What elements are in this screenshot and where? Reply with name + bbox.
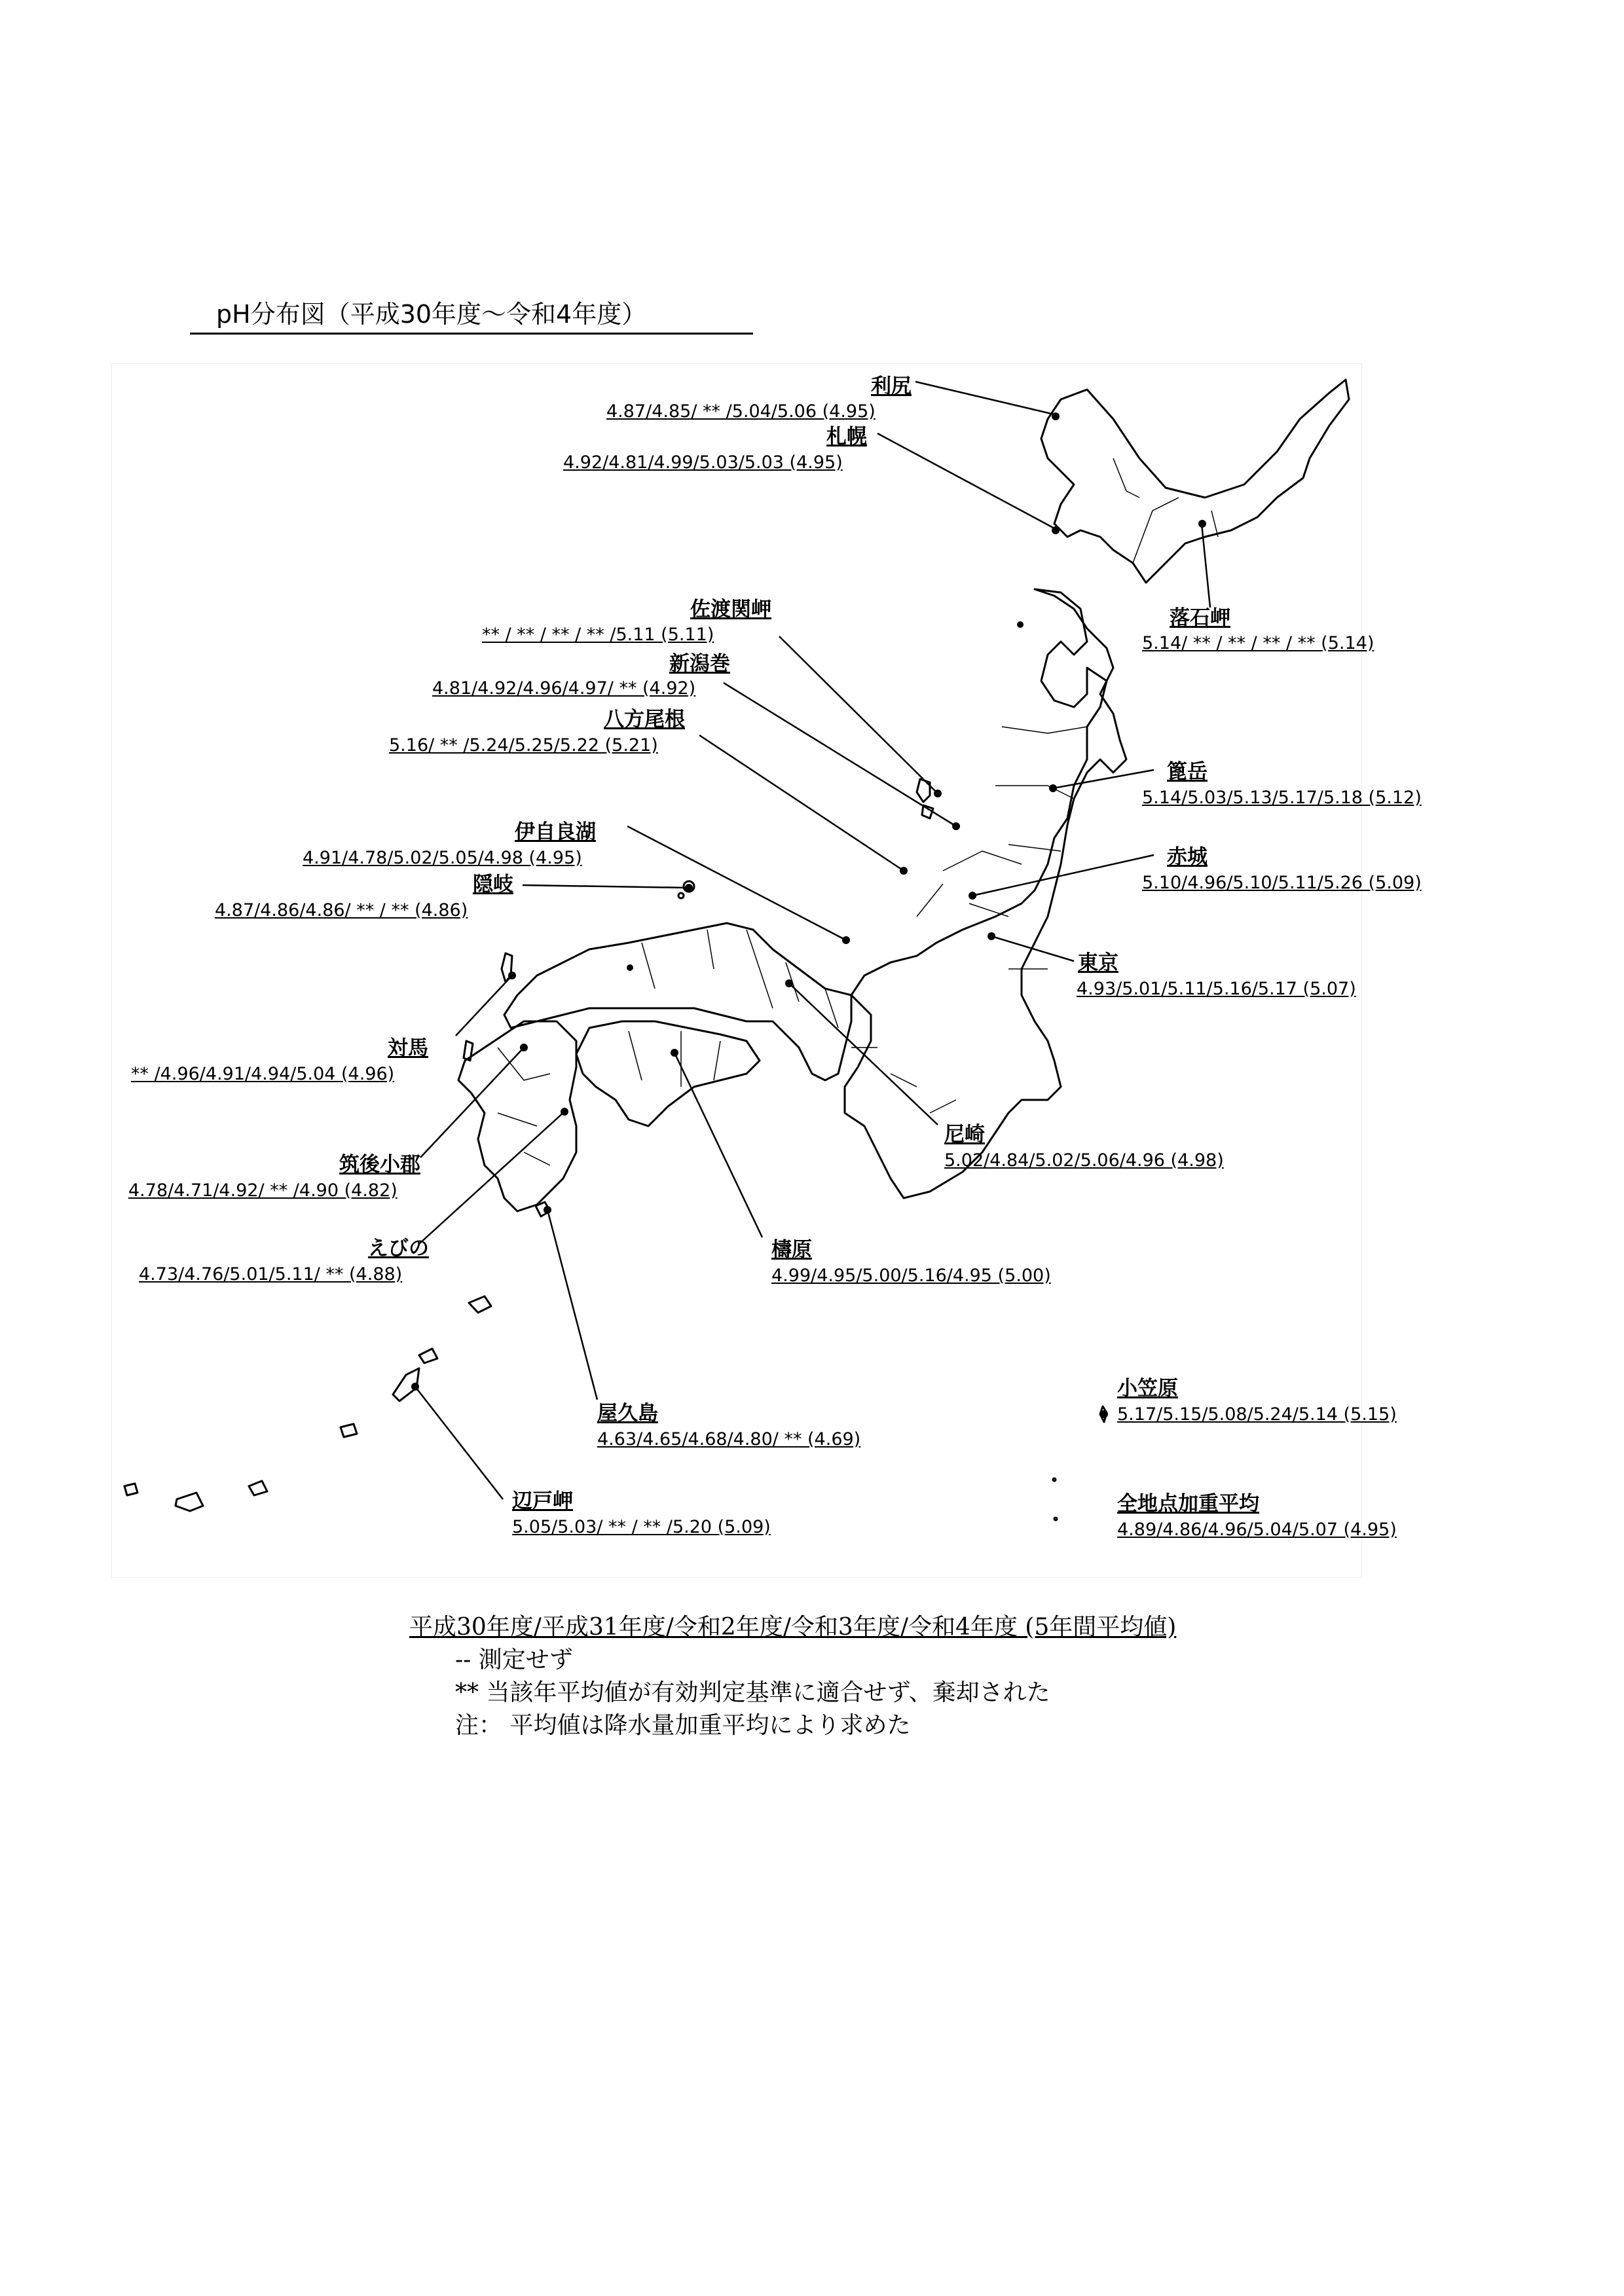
leader-tokyo <box>991 936 1074 961</box>
marker-amagasaki <box>785 979 793 987</box>
marker-tokyo <box>987 932 995 940</box>
site-name-sapporo: 札幌 <box>826 425 867 448</box>
site-name-all-average: 全地点加重平均 <box>1117 1492 1259 1516</box>
page-title: pH分布図（平成30年度～令和4年度） <box>190 296 753 335</box>
site-values-yakushima: 4.63/4.65/4.68/4.80/ ** (4.69) <box>597 1429 861 1449</box>
site-values-ogasawara: 5.17/5.15/5.08/5.24/5.14 (5.15) <box>1117 1404 1397 1425</box>
leader-akagi <box>972 855 1154 896</box>
leader-happo <box>699 735 904 871</box>
oki-island-2 <box>678 893 684 898</box>
marker-tsushima <box>508 972 516 979</box>
legend-note-not-measured: -- 測定せず <box>455 1647 573 1673</box>
site-name-yakushima: 屋久島 <box>597 1402 658 1425</box>
site-values-akagi: 5.10/4.96/5.10/5.11/5.26 (5.09) <box>1142 873 1422 893</box>
marker-extra-1 <box>627 964 633 971</box>
marker-yakushima <box>544 1206 551 1214</box>
site-values-tsushima: ** /4.96/4.91/4.94/5.04 (4.96) <box>131 1064 395 1084</box>
site-values-yusuhara: 4.99/4.95/5.00/5.16/4.95 (5.00) <box>771 1266 1051 1286</box>
leader-niigata <box>724 683 956 826</box>
hokkaido-outline <box>1041 380 1349 583</box>
leader-amagasaki <box>789 983 938 1125</box>
marker-chikugo <box>520 1044 528 1051</box>
leader-oki <box>523 885 689 888</box>
site-name-niigata: 新潟巻 <box>669 652 730 676</box>
leader-ebino <box>419 1112 564 1244</box>
site-name-ebino: えびの <box>368 1237 429 1260</box>
shikoku-outline <box>576 1021 760 1126</box>
marker-ogasawara <box>1100 1410 1108 1418</box>
marker-extra-2 <box>1017 621 1024 628</box>
marker-rishiri <box>1052 412 1060 420</box>
sakishima-islands <box>124 1424 357 1511</box>
leader-hedo <box>415 1387 503 1499</box>
minor-island-2 <box>1054 1518 1057 1520</box>
site-values-all-average: 4.89/4.86/4.96/5.04/5.07 (4.95) <box>1117 1520 1397 1540</box>
marker-tappi <box>1049 784 1057 792</box>
leader-chikugo <box>420 1048 524 1157</box>
leader-tsushima <box>456 975 512 1036</box>
site-name-yusuhara: 檮原 <box>771 1238 812 1262</box>
leader-tappi <box>1053 770 1154 788</box>
marker-hedo <box>411 1383 419 1391</box>
site-name-ochiishi: 落石岬 <box>1170 606 1230 630</box>
prefecture-lines-north <box>917 727 1087 969</box>
amami-islands <box>419 1296 491 1363</box>
leader-ijira <box>627 826 846 940</box>
site-values-ijira: 4.91/4.78/5.02/5.05/4.98 (4.95) <box>303 848 582 868</box>
site-values-niigata: 4.81/4.92/4.96/4.97/ ** (4.92) <box>432 678 696 699</box>
site-name-hedo: 辺戸岬 <box>512 1489 573 1513</box>
minor-island <box>1053 1478 1056 1481</box>
site-name-akagi: 赤城 <box>1167 845 1208 869</box>
marker-ebino <box>561 1108 568 1116</box>
marker-ijira <box>842 936 850 944</box>
site-name-tsushima: 対馬 <box>388 1036 428 1060</box>
leader-sado <box>779 636 938 793</box>
site-values-tappi: 5.14/5.03/5.13/5.17/5.18 (5.12) <box>1142 788 1422 808</box>
marker-niigata <box>952 822 960 830</box>
marker-ochiishi <box>1198 520 1206 528</box>
legend-note-average: 注： 平均値は降水量加重平均により求めた <box>455 1712 911 1739</box>
site-values-sapporo: 4.92/4.81/4.99/5.03/5.03 (4.95) <box>563 452 843 473</box>
site-name-tokyo: 東京 <box>1078 951 1118 975</box>
site-name-ijira: 伊自良湖 <box>515 820 596 844</box>
site-name-amagasaki: 尼崎 <box>944 1123 985 1146</box>
honshu-west-outline <box>504 923 851 1080</box>
marker-oki <box>685 884 693 892</box>
site-values-ochiishi: 5.14/ ** / ** / ** / ** (5.14) <box>1142 633 1375 653</box>
legend-header: 平成30年度/平成31年度/令和2年度/令和3年度/令和4年度 (5年間平均値) <box>409 1614 1177 1641</box>
site-values-hedo: 5.05/5.03/ ** / ** /5.20 (5.09) <box>512 1517 771 1537</box>
site-values-tokyo: 4.93/5.01/5.11/5.16/5.17 (5.07) <box>1077 979 1356 999</box>
sado-island <box>917 779 933 818</box>
site-name-happo: 八方尾根 <box>604 708 685 731</box>
site-name-rishiri: 利尻 <box>871 374 912 398</box>
leader-sapporo <box>877 433 1056 529</box>
site-name-chikugo: 筑後小郡 <box>339 1153 420 1176</box>
hokkaido-inner <box>1113 458 1218 563</box>
site-values-sado: ** / ** / ** / ** /5.11 (5.11) <box>482 625 714 645</box>
site-values-rishiri: 4.87/4.85/ ** /5.04/5.06 (4.95) <box>606 401 876 422</box>
tohoku-outline <box>845 589 1126 1198</box>
site-values-happo: 5.16/ ** /5.24/5.25/5.22 (5.21) <box>389 735 658 756</box>
shikoku-lines <box>629 1031 720 1087</box>
marker-yusuhara <box>671 1049 678 1057</box>
leader-yakushima <box>547 1210 597 1400</box>
site-values-chikugo: 4.78/4.71/4.92/ ** /4.90 (4.82) <box>128 1180 397 1201</box>
legend-note-rejected: ** 当該年平均値が有効判定基準に適合せず、棄却された <box>455 1679 1050 1706</box>
site-name-oki: 隠岐 <box>473 873 513 896</box>
site-name-tappi: 篦岳 <box>1167 760 1208 784</box>
site-values-oki: 4.87/4.86/4.86/ ** / ** (4.86) <box>215 900 468 920</box>
site-values-ebino: 4.73/4.76/5.01/5.11/ ** (4.88) <box>139 1264 403 1285</box>
marker-happo <box>900 867 908 875</box>
site-values-amagasaki: 5.02/4.84/5.02/5.06/4.96 (4.98) <box>944 1150 1224 1171</box>
leader-rishiri <box>915 382 1054 414</box>
marker-akagi <box>969 892 976 900</box>
marker-sado <box>934 790 942 797</box>
marker-sapporo <box>1052 526 1060 534</box>
site-name-ogasawara: 小笠原 <box>1117 1377 1178 1400</box>
site-name-sado: 佐渡関岬 <box>690 598 771 621</box>
